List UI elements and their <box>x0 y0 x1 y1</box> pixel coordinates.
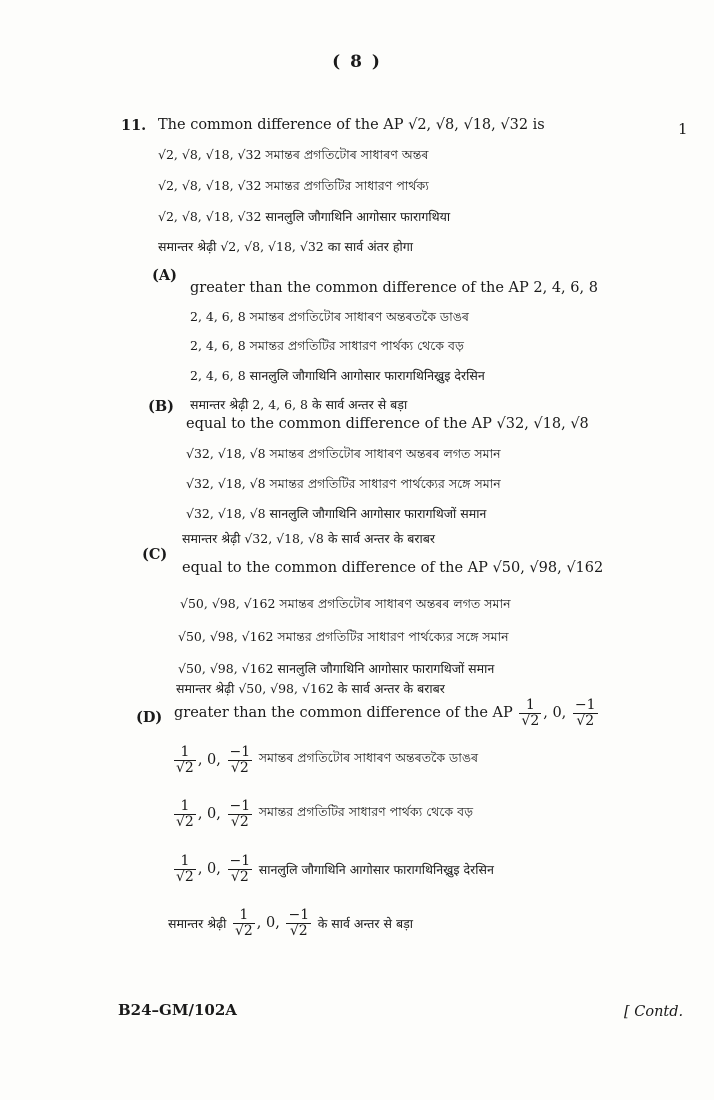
option-d-bengali-line: $\frac{1}{√2}$ , 0, $\frac{-1}{√2}$ সমান্তর প্রগতিটির সাধারণ পার্থক্য থেকে বড় <box>176 798 474 830</box>
option-d-assamese: সমান্তৰ প্ৰগতিটোৰ সাধাৰণ অন্তৰতকৈ ডাঙৰ <box>258 750 479 766</box>
option-b-bengali: √32, √18, √8 সমান্তর প্রগতিটির সাধারণ পার্থক্যের সঙ্গে সমান <box>186 476 501 491</box>
option-b-hindi: समान्तर श्रेढ़ी √32, √18, √8 के सार्व अन्तर के बराबर <box>182 531 435 546</box>
option-b-english: equal to the common difference of the AP √32, √18, √8 <box>186 416 589 432</box>
question-stem-bodo: √2, √8, √18, √32 सानलुलि जौगाथिनि आगोसार फारागथिया <box>158 209 451 224</box>
question-stem-assamese: √2, √8, √18, √32 সমান্তৰ প্ৰগতিটোৰ সাধাৰণ অন্তৰ <box>158 147 429 162</box>
option-d-label: (D) <box>136 709 163 726</box>
option-a-english: greater than the common difference of the AP 2, 4, 6, 8 <box>190 280 598 296</box>
fraction-one-over-root-two: $\frac{1}{√2}$ <box>521 697 540 729</box>
option-c-assamese: √50, √98, √162 সমান্তৰ প্ৰগতিটোৰ সাধাৰণ অন্তৰৰ লগত সমান <box>180 596 511 611</box>
option-d-bengali: সমান্তর প্রগতিটির সাধারণ পার্থক্য থেকে বড় <box>258 804 474 820</box>
question-stem-bengali: √2, √8, √18, √32 সমান্তর প্রগতিটির সাধারণ পার্থক্য <box>158 178 429 193</box>
continued-note: [ Contd. <box>624 1004 684 1020</box>
option-d-hindi-prefix: समान्तर श्रेढ़ी <box>168 915 227 931</box>
page-number: ( 8 ) <box>332 52 382 72</box>
option-a-bengali: 2, 4, 6, 8 সমান্তর প্রগতিটির সাধারণ পার্থক্য থেকে বড় <box>190 338 464 353</box>
option-a-label: (A) <box>152 267 177 284</box>
question-number: 11. <box>121 117 147 134</box>
question-marks: 1 <box>678 120 688 138</box>
option-d-assamese-line: $\frac{1}{√2}$ , 0, $\frac{-1}{√2}$ সমান্তৰ প্ৰগতিটোৰ সাধাৰণ অন্তৰতকৈ ডাঙৰ <box>176 744 479 776</box>
option-c-english: equal to the common difference of the AP √50, √98, √162 <box>182 560 604 576</box>
option-b-bodo: √32, √18, √8 सानलुलि जौगाथिनि आगोसार फारागथिजों समान <box>186 506 487 521</box>
question-stem-hindi: समान्तर श्रेढ़ी √2, √8, √18, √32 का सार्व अंतर होगा <box>158 239 414 254</box>
option-c-bodo: √50, √98, √162 सानलुलि जौगाथिनि आगोसार फारागथिजों समान <box>178 661 495 676</box>
option-d-hindi-suffix: के सार्व अन्तर से बड़ा <box>317 915 414 931</box>
option-a-hindi: समान्तर श्रेढ़ी 2, 4, 6, 8 के सार्व अन्तर से बड़ा <box>190 397 408 412</box>
option-c-label: (C) <box>142 546 168 563</box>
option-d-english: greater than the common difference of the AP <box>174 705 513 722</box>
option-d-english-line: greater than the common difference of the AP $\frac{1}{√2}$ , 0, $\frac{-1}{√2}$ <box>174 697 596 729</box>
option-b-assamese: √32, √18, √8 সমান্তৰ প্ৰগতিটোৰ সাধাৰণ অন্তৰৰ লগত সমান <box>186 446 501 461</box>
option-b-label: (B) <box>148 398 174 415</box>
option-c-bengali: √50, √98, √162 সমান্তর প্রগতিটির সাধারণ পার্থক্যের সঙ্গে সমান <box>178 629 509 644</box>
option-a-assamese: 2, 4, 6, 8 সমান্তৰ প্ৰগতিটোৰ সাধাৰণ অন্তৰতকৈ ডাঙৰ <box>190 309 469 324</box>
option-a-bodo: 2, 4, 6, 8 सानलुलि जौगाथिनि आगोसार फारागथिनिख्रुइ देरसिन <box>190 368 485 383</box>
paper-code: B24–GM/102A <box>118 1001 237 1019</box>
question-stem-english: The common difference of the AP √2, √8, √18, √32 is <box>158 117 545 133</box>
option-d-bodo: सानलुलि जौगाथिनि आगोसार फारागथिनिख्रुइ देरसिन <box>258 861 494 877</box>
option-c-hindi: समान्तर श्रेढ़ी √50, √98, √162 के सार्व अन्तर के बराबर <box>176 681 445 696</box>
option-d-hindi-line: समान्तर श्रेढ़ी $\frac{1}{√2}$ , 0, $\frac{-1}{√2}$ के सार्व अन्तर से बड़ा <box>168 907 414 939</box>
fraction-minus-one-over-root-two: $\frac{-1}{√2}$ <box>574 697 596 729</box>
option-d-bodo-line: $\frac{1}{√2}$ , 0, $\frac{-1}{√2}$ सानलुलि जौगाथिनि आगोसार फारागथिनिख्रुइ देरसिन <box>176 853 494 885</box>
